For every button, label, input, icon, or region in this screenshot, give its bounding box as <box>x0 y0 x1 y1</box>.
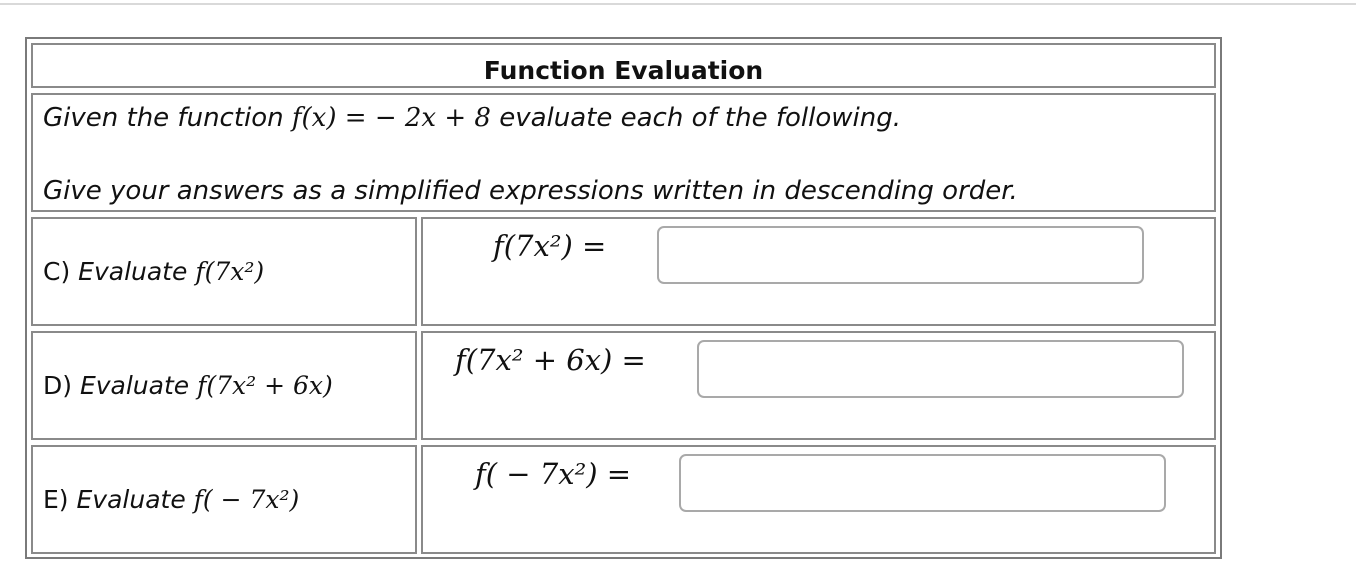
question-d-equals: = <box>612 343 646 377</box>
question-e-word: Evaluate <box>76 485 194 514</box>
function-rhs: − 2x + 8 <box>374 103 491 133</box>
question-d-letter: D) <box>43 371 80 400</box>
question-c-expr-text: f(7x²) <box>493 229 573 263</box>
question-e-expr-text: f( − 7x²) <box>475 457 598 491</box>
answer-input-d[interactable] <box>697 340 1184 398</box>
question-d-expression <box>455 343 646 377</box>
answer-input-e[interactable] <box>679 454 1166 512</box>
given-prefix: Given the function <box>43 103 292 133</box>
question-e-expression <box>475 457 631 491</box>
question-d-math: f(7x² + 6x) <box>197 371 333 400</box>
question-c-letter: C) <box>43 257 79 286</box>
given-suffix: evaluate each of the following. <box>490 103 901 133</box>
function-evaluation-table <box>25 37 1222 559</box>
question-e-equals: = <box>597 457 632 491</box>
given-function-line <box>43 103 901 133</box>
question-e-answer-cell <box>421 445 1216 554</box>
question-c-word: Evaluate <box>78 257 196 286</box>
problem-statement <box>31 93 1216 212</box>
top-divider <box>0 3 1356 5</box>
question-c-equals: = <box>572 229 607 263</box>
question-e-label <box>43 485 299 514</box>
question-d-label-cell <box>31 331 417 440</box>
answer-input-c[interactable] <box>657 226 1144 284</box>
table-header <box>31 43 1216 88</box>
question-d-answer-cell <box>421 331 1216 440</box>
question-e-label-cell <box>31 445 417 554</box>
question-e-letter: E) <box>43 485 77 514</box>
question-c-label <box>43 257 264 286</box>
question-d-word: Evaluate <box>79 371 198 400</box>
function-lhs: f(x) <box>291 103 337 133</box>
question-d-label <box>43 371 333 400</box>
function-equals: = <box>336 103 375 133</box>
question-e-math: f( − 7x²) <box>193 485 300 514</box>
question-c-answer-cell <box>421 217 1216 326</box>
instructions-text: Give your answers as a simplified expressions written in descending order. <box>43 176 1018 206</box>
question-c-label-cell <box>31 217 417 326</box>
question-c-expression <box>493 229 606 263</box>
table-title: Function Evaluation <box>483 56 764 85</box>
question-d-expr-text: f(7x² + 6x) <box>455 343 613 377</box>
question-c-math: f(7x²) <box>195 257 265 286</box>
